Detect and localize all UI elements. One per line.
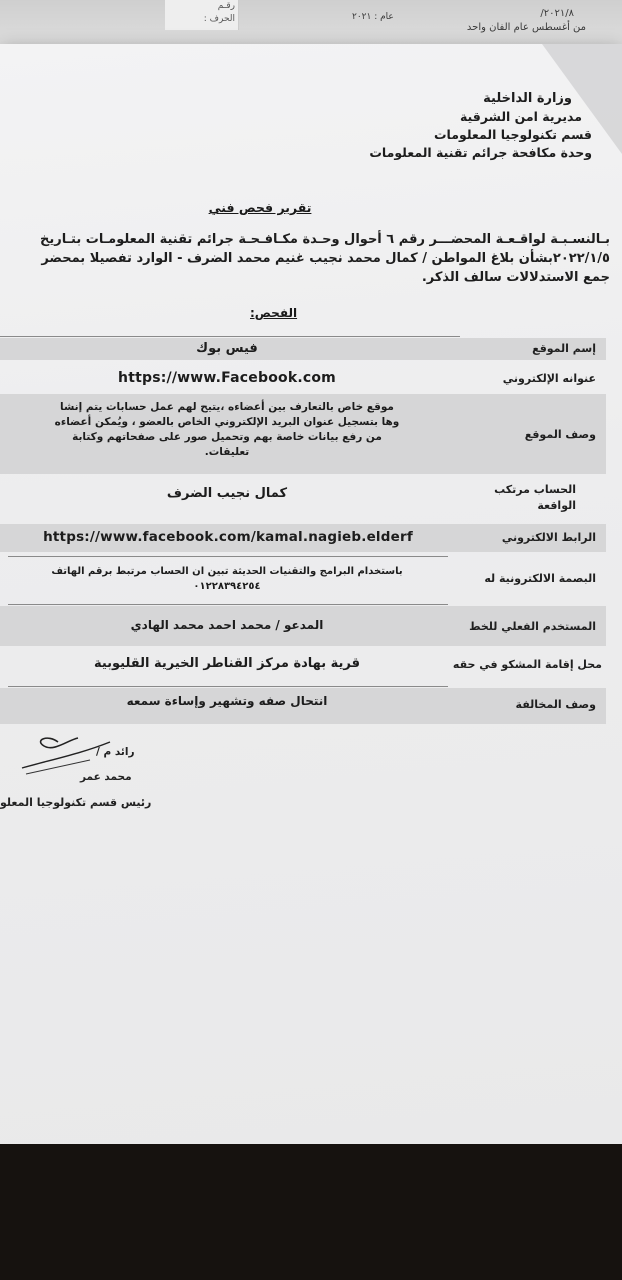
row-rule <box>8 604 448 605</box>
value-line: تعليقات. <box>204 446 250 458</box>
row-value <box>8 564 446 594</box>
value-line: ٠١٢٢٨٣٩٤٢٥٤ <box>193 581 261 592</box>
issuer-header <box>292 90 592 162</box>
row-label: محل إقامة المشكو في حقه <box>452 658 602 671</box>
row-value: https://www.Facebook.com <box>118 370 336 386</box>
table-row <box>0 524 606 552</box>
table-row <box>0 688 606 724</box>
table-row <box>0 558 606 602</box>
table-row <box>0 478 606 520</box>
row-value: فيس بوك <box>196 341 258 356</box>
intro-line: جمع الاستدلالات سالف الذكر. <box>421 270 610 285</box>
row-rule <box>8 686 448 687</box>
strip-date: ٢٠٢١/٨/ <box>540 8 574 19</box>
intro-line: ٢٠٢٢/١/٥بشأن بلاغ المواطن / كمال محمد نجيب غنيم محمد الضرف - الوارد تفصيلا بمحضر <box>41 251 610 266</box>
row-rule <box>8 556 448 557</box>
table-row <box>0 606 606 646</box>
intro-line: بـالنسـبـة لواقـعـة المحضـــر رقم ٦ أحوال وحـدة مكـافـحـة جرائم تقنية المعلومـات بتـاريخ <box>39 232 610 247</box>
table-row <box>0 648 606 684</box>
value-line: من رفع بيانات خاصة بهم وتحميل صور على صفحاتهم وكتابة <box>72 431 382 443</box>
previous-page-strip <box>0 0 622 49</box>
header-unit: وحدة مكافحة جرائم تقنية المعلومات <box>369 145 592 160</box>
table-top-rule <box>0 336 460 337</box>
header-ministry: وزارة الداخلية <box>483 91 572 106</box>
row-label: البصمة الالكترونية له <box>484 572 596 585</box>
value-line: وها بتسجيل عنوان البريد الإلكتروني الخاص بالعضو ، ويُمكن أعضاءه <box>54 416 400 428</box>
row-label: وصف الموقع <box>524 428 596 441</box>
strip-year: عام : ٢٠٢١ <box>352 12 394 22</box>
row-value: المدعو / محمد احمد محمد الهادي <box>130 618 324 632</box>
examination-heading: الفحص: <box>250 306 298 320</box>
row-label: الرابط الالكتروني <box>501 531 596 544</box>
signatory-name: محمد عمر <box>80 771 132 783</box>
row-label: الحساب مرتكب الواقعة <box>494 483 576 512</box>
folded-corner-note <box>165 0 239 30</box>
row-value: انتحال صفه وتشهير وإساءة سمعه <box>126 694 328 708</box>
row-label: إسم الموقع <box>532 342 596 355</box>
signatory-rank: رائد م / <box>96 746 135 758</box>
row-value: قرية بهادة مركز القناطر الخيرية القليوبية <box>93 656 361 671</box>
table-row <box>0 394 606 474</box>
fold-text-2: الحرف : <box>203 14 235 24</box>
strip-date-words: من أغسطس عام الفان واحد <box>466 22 586 33</box>
table-row <box>0 338 606 360</box>
table-row <box>0 366 606 392</box>
row-value: كمال نجيب الضرف <box>166 486 288 501</box>
row-label: المستخدم الفعلي للخط <box>469 620 596 633</box>
row-label: وصف المخالفة <box>515 698 596 711</box>
header-department: قسم تكنولوجيا المعلومات <box>434 127 592 142</box>
header-directorate: مديرية امن الشرقية <box>459 109 582 124</box>
background-surface <box>0 1144 622 1280</box>
value-line: باستخدام البرامج والتقنيات الحديثة تبين ان الحساب مرتبط برقم الهاتف <box>51 566 403 577</box>
report-title: تقرير فحص فني <box>208 200 312 215</box>
row-label: عنوانه الإلكتروني <box>502 372 596 385</box>
row-value <box>8 400 446 460</box>
signatory-role: رئيس قسم تكنولوجيا المعلو <box>0 796 152 809</box>
row-value: https://www.facebook.com/kamal.nagieb.elderf <box>43 529 413 545</box>
value-line: موقع خاص بالتعارف بين أعضاءه ،يتيح لهم عمل حسابات يتم إنشا <box>60 401 394 413</box>
fold-text-1: رقـم <box>217 1 235 11</box>
intro-paragraph <box>6 230 610 287</box>
